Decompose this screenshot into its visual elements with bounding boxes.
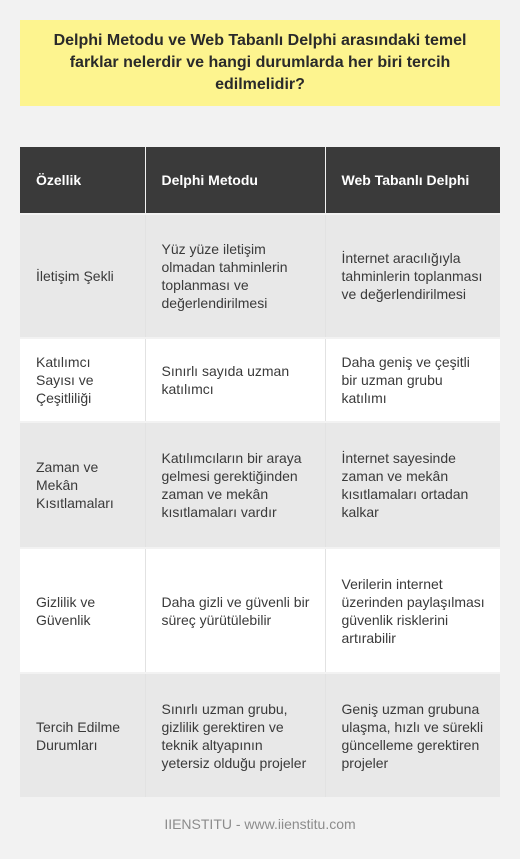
table-row xyxy=(20,673,500,797)
table-cell: Sınırlı sayıda uzman katılımcı xyxy=(145,338,325,422)
table-row xyxy=(20,338,500,422)
table-header-row xyxy=(20,147,500,214)
table-cell: İnternet sayesinde zaman ve mekân kısıtlamaları ortadan kalkar xyxy=(325,422,500,548)
table-cell: Yüz yüze iletişim olmadan tahminlerin toplanması ve değerlendirilmesi xyxy=(145,214,325,338)
column-header-delphi: Delphi Metodu xyxy=(145,147,325,214)
table-row xyxy=(20,548,500,673)
table-cell: Tercih Edilme Durumları xyxy=(20,673,145,797)
question-title: Delphi Metodu ve Web Tabanlı Delphi arasındaki temel farklar nelerdir ve hangi durumlarda her biri tercih edilmelidir? xyxy=(53,32,467,93)
question-box xyxy=(20,20,500,106)
table-cell: Daha gizli ve güvenli bir süreç yürütülebilir xyxy=(145,548,325,673)
table-cell: Geniş uzman grubuna ulaşma, hızlı ve sürekli güncelleme gerektiren projeler xyxy=(325,673,500,797)
footer-credit: IIENSTITU - www.iienstitu.com xyxy=(164,816,356,832)
table-cell: Katılımcıların bir araya gelmesi gerektiğinden zaman ve mekân kısıtlamaları vardır xyxy=(145,422,325,548)
column-header-feature: Özellik xyxy=(20,147,145,214)
table-cell: Katılımcı Sayısı ve Çeşitliliği xyxy=(20,338,145,422)
table-row xyxy=(20,422,500,548)
table-cell: Daha geniş ve çeşitli bir uzman grubu katılımı xyxy=(325,338,500,422)
table-cell: İnternet aracılığıyla tahminlerin toplanması ve değerlendirilmesi xyxy=(325,214,500,338)
column-header-web-delphi: Web Tabanlı Delphi xyxy=(325,147,500,214)
table-row xyxy=(20,214,500,338)
comparison-table xyxy=(20,147,500,797)
table-cell: Verilerin internet üzerinden paylaşılması güvenlik risklerini artırabilir xyxy=(325,548,500,673)
table-cell: Zaman ve Mekân Kısıtlamaları xyxy=(20,422,145,548)
table-cell: Gizlilik ve Güvenlik xyxy=(20,548,145,673)
table-cell: İletişim Şekli xyxy=(20,214,145,338)
table-cell: Sınırlı uzman grubu, gizlilik gerektiren ve teknik altyapının yetersiz olduğu projeler xyxy=(145,673,325,797)
